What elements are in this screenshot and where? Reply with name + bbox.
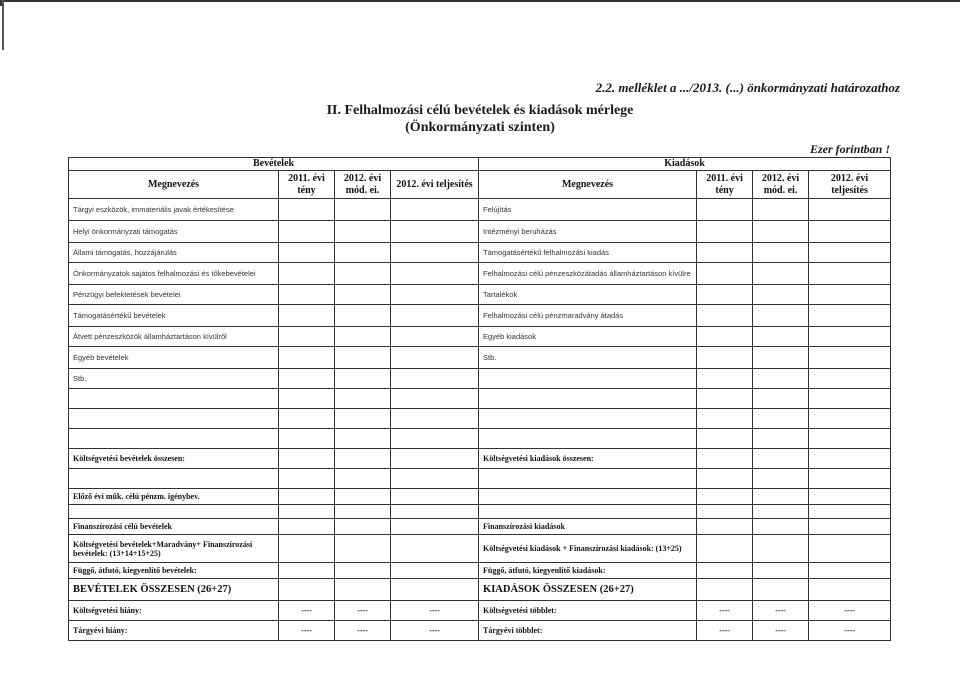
income-label: Költségvetési hiány: (69, 601, 279, 621)
income-value (335, 563, 391, 579)
table-row (69, 409, 891, 429)
income-value (279, 285, 335, 305)
expense-value (753, 409, 809, 429)
expense-label: Felújítás (479, 199, 697, 221)
expense-value (697, 243, 753, 263)
income-value (391, 199, 479, 221)
income-value (279, 347, 335, 369)
expense-value (697, 369, 753, 389)
expense-name-header: Megnevezés (479, 171, 697, 199)
expense-value (809, 579, 891, 601)
table-row (69, 285, 891, 305)
expense-value (809, 305, 891, 327)
expense-label: Tartalékok (479, 285, 697, 305)
expense-value (753, 199, 809, 221)
income-value (335, 327, 391, 347)
income-value (335, 263, 391, 285)
table-row (69, 327, 891, 347)
income-value (391, 505, 479, 519)
income-value (279, 369, 335, 389)
scan-border-left (2, 0, 4, 50)
table-row (69, 243, 891, 263)
expense-value (753, 489, 809, 505)
income-value (335, 221, 391, 243)
expense-label: KIADÁSOK ÖSSZESEN (26+27) (479, 579, 697, 601)
expense-value (697, 489, 753, 505)
income-value: ---- (335, 621, 391, 641)
income-value (279, 243, 335, 263)
expense-label: Felhalmozási célú pénzeszközátadás államháztartáson kívülre (479, 263, 697, 285)
expense-label (479, 505, 697, 519)
income-label: Stb. (69, 369, 279, 389)
income-value (279, 327, 335, 347)
expense-value (697, 347, 753, 369)
income-value (279, 263, 335, 285)
income-value (279, 505, 335, 519)
expense-value (753, 519, 809, 535)
expense-value (809, 327, 891, 347)
income-value (391, 409, 479, 429)
income-value (279, 563, 335, 579)
income-value (335, 409, 391, 429)
income-value: ---- (335, 601, 391, 621)
expense-value (753, 429, 809, 449)
expense-value: ---- (809, 601, 891, 621)
expense-value (753, 449, 809, 469)
table-row (69, 389, 891, 409)
expense-value (809, 519, 891, 535)
expense-value (809, 489, 891, 505)
table-row (69, 429, 891, 449)
income-value (279, 489, 335, 505)
scan-border-top (0, 0, 960, 6)
expense-value (809, 505, 891, 519)
expense-value (753, 579, 809, 601)
income-value: ---- (391, 621, 479, 641)
expense-col-2011: 2011. évi tény (697, 171, 753, 199)
income-label: Támogatásértékű bevételek (69, 305, 279, 327)
expense-value (697, 221, 753, 243)
expense-label: Egyéb kiadások (479, 327, 697, 347)
expense-value (697, 469, 753, 489)
expense-value (809, 243, 891, 263)
income-value (335, 505, 391, 519)
income-value (335, 243, 391, 263)
income-name-header: Megnevezés (69, 171, 279, 199)
table-row (69, 489, 891, 505)
income-value (391, 285, 479, 305)
income-value (335, 579, 391, 601)
income-value (335, 519, 391, 535)
income-value (279, 535, 335, 563)
table-body (69, 199, 891, 641)
annex-reference: 2.2. melléklet a .../2013. (...) önkormányzati határozathoz (595, 80, 900, 95)
expense-value (753, 369, 809, 389)
income-label (69, 389, 279, 409)
expense-label: Költségvetési kiadások + Finanszírozási kiadások: (13+25) (479, 535, 697, 563)
expense-label (479, 469, 697, 489)
expense-value (697, 389, 753, 409)
income-label (69, 505, 279, 519)
expense-value (753, 347, 809, 369)
table-row (69, 469, 891, 489)
income-label: Előző évi műk. célú pénzm. igénybev. (69, 489, 279, 505)
expense-value (697, 519, 753, 535)
table-row (69, 449, 891, 469)
expense-value (809, 469, 891, 489)
income-value (335, 449, 391, 469)
income-value (391, 327, 479, 347)
expense-col-2012-mod: 2012. évi mód. ei. (753, 171, 809, 199)
expense-label (479, 409, 697, 429)
income-label (69, 429, 279, 449)
expense-value (809, 221, 891, 243)
income-label: Egyéb bevételek (69, 347, 279, 369)
expense-value (809, 535, 891, 563)
expense-label: Intézményi beruházás (479, 221, 697, 243)
table-row (69, 563, 891, 579)
income-col-2012-mod: 2012. évi mód. ei. (335, 171, 391, 199)
expense-value (697, 305, 753, 327)
income-value (391, 221, 479, 243)
income-label (69, 469, 279, 489)
income-value (279, 519, 335, 535)
expense-label (479, 369, 697, 389)
expense-label (479, 389, 697, 409)
income-value (279, 389, 335, 409)
expense-value: ---- (697, 621, 753, 641)
income-value (335, 489, 391, 505)
income-value (391, 305, 479, 327)
document-subtitle: (Önkormányzati szinten) (405, 120, 555, 135)
expense-value (809, 263, 891, 285)
expense-value (697, 505, 753, 519)
expense-label: Költségvetési kiadások összesen: (479, 449, 697, 469)
table-row (69, 263, 891, 285)
expense-label (479, 429, 697, 449)
expense-value: ---- (809, 621, 891, 641)
expense-value: ---- (753, 601, 809, 621)
income-value (391, 519, 479, 535)
table-row (69, 369, 891, 389)
document-title: II. Felhalmozási célú bevételek és kiadások mérlege (326, 103, 634, 118)
expense-value (809, 285, 891, 305)
expense-label: Tárgyévi többlet: (479, 621, 697, 641)
expense-value (753, 535, 809, 563)
income-value (391, 563, 479, 579)
expense-col-2012-actual: 2012. évi teljesítés (809, 171, 891, 199)
income-value (391, 449, 479, 469)
table-row (69, 519, 891, 535)
income-value (335, 369, 391, 389)
income-value (391, 243, 479, 263)
expense-label: Felhalmozási célú pénzmaradvány átadás (479, 305, 697, 327)
income-value (335, 429, 391, 449)
income-label: BEVÉTELEK ÖSSZESEN (26+27) (69, 579, 279, 601)
income-label: Átvett pénzeszközök államháztartáson kívülről (69, 327, 279, 347)
table-row (69, 579, 891, 601)
income-value (335, 199, 391, 221)
income-value (391, 369, 479, 389)
table-row (69, 601, 891, 621)
expense-value (809, 429, 891, 449)
expense-value (753, 263, 809, 285)
expense-value (753, 505, 809, 519)
expense-value (809, 449, 891, 469)
expense-value (697, 285, 753, 305)
expense-value (697, 263, 753, 285)
income-value (335, 469, 391, 489)
expense-value (753, 285, 809, 305)
expense-value (809, 409, 891, 429)
expense-value (809, 389, 891, 409)
expense-value (697, 535, 753, 563)
expense-value (753, 305, 809, 327)
income-label: Pénzügyi befektetések bevételei (69, 285, 279, 305)
income-value (391, 347, 479, 369)
expense-label: Költségvetési többlet: (479, 601, 697, 621)
income-value (335, 389, 391, 409)
income-value (279, 199, 335, 221)
expense-label: Finanszírozási kiadások (479, 519, 697, 535)
expense-value (809, 199, 891, 221)
table-row (69, 535, 891, 563)
income-value (279, 429, 335, 449)
income-label: Finanszírozási célú bevételek (69, 519, 279, 535)
income-value (391, 535, 479, 563)
table-row (69, 221, 891, 243)
income-label (69, 409, 279, 429)
expense-label: Stb. (479, 347, 697, 369)
income-group-header: Bevételek (69, 158, 479, 171)
expense-value (809, 563, 891, 579)
expense-group-header: Kiadások (479, 158, 891, 171)
income-value (279, 221, 335, 243)
income-value (391, 469, 479, 489)
income-label: Önkormányzatok sajátos felhalmozási és tőkebevételei (69, 263, 279, 285)
expense-value (697, 199, 753, 221)
expense-value (697, 409, 753, 429)
expense-value (753, 327, 809, 347)
income-value (279, 409, 335, 429)
expense-value (753, 389, 809, 409)
expense-value: ---- (753, 621, 809, 641)
income-value: ---- (279, 621, 335, 641)
expense-label: Támogatásértékű felhalmozási kiadás (479, 243, 697, 263)
income-label: Költségvetési bevételek összesen: (69, 449, 279, 469)
income-value (391, 489, 479, 505)
income-value (279, 469, 335, 489)
balance-table (68, 157, 891, 641)
expense-value: ---- (697, 601, 753, 621)
expense-value (697, 327, 753, 347)
income-value (391, 263, 479, 285)
table-row (69, 347, 891, 369)
income-value (279, 449, 335, 469)
income-value (279, 305, 335, 327)
income-value (279, 579, 335, 601)
income-value (335, 535, 391, 563)
income-value (335, 347, 391, 369)
expense-value (753, 221, 809, 243)
expense-value (697, 579, 753, 601)
income-value (335, 285, 391, 305)
income-label: Függő, átfutó, kiegyenlítő bevételek: (69, 563, 279, 579)
table-row (69, 305, 891, 327)
income-label: Állami támogatás, hozzájárulás (69, 243, 279, 263)
table-row (69, 621, 891, 641)
income-value: ---- (391, 601, 479, 621)
expense-label: Függő, átfutó, kiegyenlítő kiadások: (479, 563, 697, 579)
income-label: Helyi önkormányzati támogatás (69, 221, 279, 243)
expense-value (697, 429, 753, 449)
income-col-2012-actual: 2012. évi teljesítés (391, 171, 479, 199)
table-row (69, 505, 891, 519)
expense-value (809, 369, 891, 389)
unit-note: Ezer forintban ! (809, 142, 890, 156)
income-col-2011: 2011. évi tény (279, 171, 335, 199)
income-label: Tárgyi eszközök, immateriális javak értékesítése (69, 199, 279, 221)
income-label: Tárgyévi hiány: (69, 621, 279, 641)
expense-value (753, 563, 809, 579)
income-value (335, 305, 391, 327)
expense-value (697, 449, 753, 469)
expense-value (809, 347, 891, 369)
income-value (391, 579, 479, 601)
income-value (391, 429, 479, 449)
table-row (69, 199, 891, 221)
income-label: Költségvetési bevételek+Maradvány+ Finanszírozási bevételek: (13+14+15+25) (69, 535, 279, 563)
income-value: ---- (279, 601, 335, 621)
expense-value (697, 563, 753, 579)
expense-label (479, 489, 697, 505)
expense-value (753, 243, 809, 263)
expense-value (753, 469, 809, 489)
income-value (391, 389, 479, 409)
